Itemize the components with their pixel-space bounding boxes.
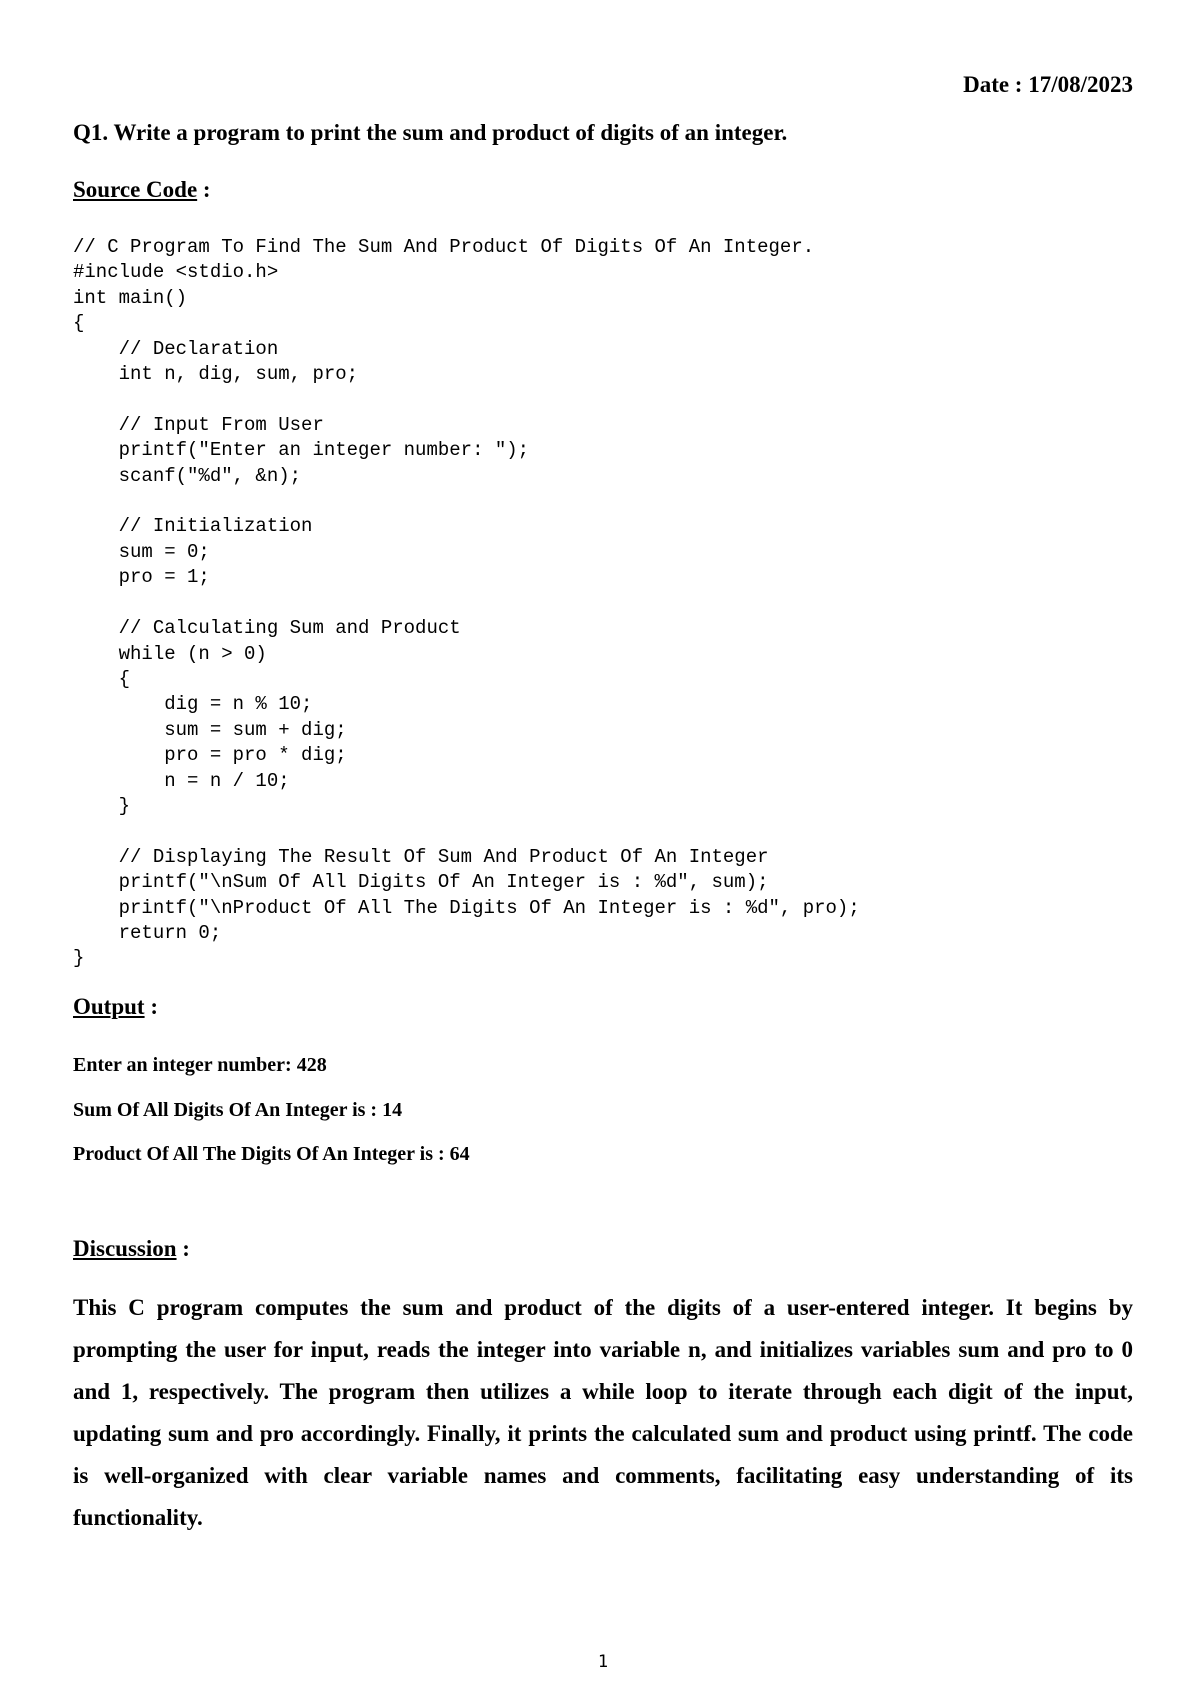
discussion-paragraph: This C program computes the sum and product of the digits of a user-entered integer. It begins by prompting the user for input, reads the integer into variable n, and initializes variables sum and pro to 0 and 1, respectively. The program then utilizes a while loop to iterate through each digit of the input, updating sum and pro accordingly. Finally, it prints the calculated sum and product using printf. The code is well-organized with clear variable names and comments, facilitating easy understanding of its functionality. (73, 1295, 1133, 1530)
discussion-heading-suffix: : (176, 1236, 190, 1261)
source-code-heading-label: Source Code (73, 177, 198, 202)
discussion-heading (73, 1236, 190, 1262)
output-heading (73, 994, 158, 1020)
output-heading-suffix: : (144, 994, 159, 1019)
source-code-block: // C Program To Find The Sum And Product Of Digits Of An Integer. #include <stdio.h> int main() { // Declaration int n, dig, sum, pro; // Input From User printf("Enter an integer number: "); scanf("%d", &n); // Initialization sum = 0; pro = 1; // Calculating Sum and Product while (n > 0) { dig = n % 10; sum = sum + dig; pro = pro * dig; n = n / 10; } // Displaying The Result Of Sum And Product Of An Integer printf("\nSum Of All Digits Of An Integer is : %d", sum); printf("\nProduct Of All The Digits Of An Integer is : %d", pro); return 0; } (73, 236, 860, 970)
page-number: 1 (597, 1652, 609, 1672)
output-line-input: Enter an integer number: 428 (73, 1054, 327, 1076)
output-heading-label: Output (73, 994, 145, 1019)
output-line-product: Product Of All The Digits Of An Integer is : 64 (73, 1143, 470, 1165)
output-line-sum: Sum Of All Digits Of An Integer is : 14 (73, 1099, 403, 1121)
date-line: Date : 17/08/2023 (963, 72, 1133, 97)
question-title: Q1. Write a program to print the sum and product of digits of an integer. (73, 120, 788, 145)
source-code-heading-suffix: : (197, 177, 211, 202)
document-page (73, 0, 1133, 1696)
discussion-heading-label: Discussion (73, 1236, 177, 1261)
source-code-heading (73, 177, 211, 203)
